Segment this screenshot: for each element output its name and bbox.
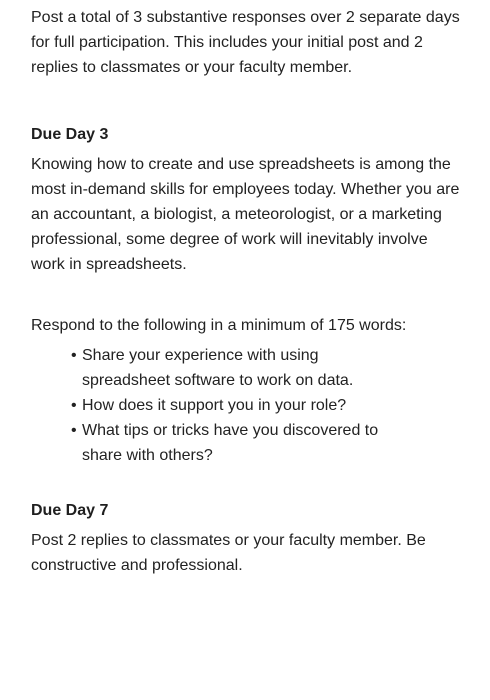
bullet-icon: • [71,422,77,439]
question-list [31,343,460,468]
response-instruction: Respond to the following in a minimum of 175 words: [31,317,407,334]
bullet-icon: • [71,347,77,364]
participation-intro: Post a total of 3 substantive responses over 2 separate days for full participation. This includes your initial post and 2 replies to classmates or your faculty member. [31,9,460,76]
question-text: Share your experience with using spreadsheet software to work on data. [82,347,354,389]
list-item [71,343,382,393]
list-item [71,418,382,468]
question-text: How does it support you in your role? [82,397,347,414]
list-item [71,393,382,418]
bullet-icon: • [71,397,77,414]
due-day-7-heading: Due Day 7 [31,502,109,519]
due-day-7-body: Post 2 replies to classmates or your faculty member. Be constructive and professional. [31,532,426,574]
question-text: What tips or tricks have you discovered to share with others? [82,422,379,464]
due-day-3-body: Knowing how to create and use spreadsheets is among the most in-demand skills for employees today. Whether you are an accountant, a biologist, a meteorologist, or a marketing professional, some degree of work will inevitably involve work in spreadsheets. [31,156,460,273]
due-day-3-heading: Due Day 3 [31,126,109,143]
